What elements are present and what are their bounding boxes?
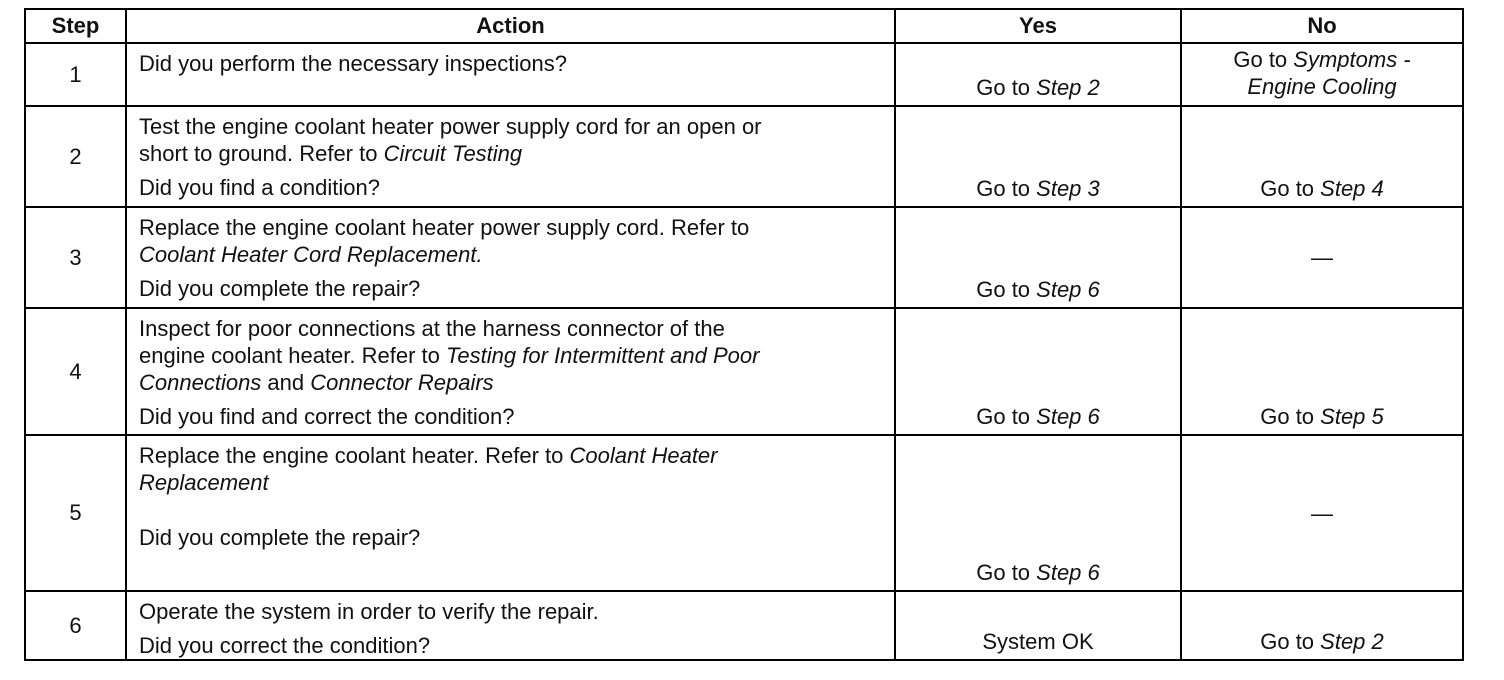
header-row [25,9,1463,43]
no-reference-link-cont: Engine Cooling [1247,74,1397,99]
action-text: Replace the engine coolant heater power supply cord. Refer to [139,215,750,240]
action-cell [126,308,895,435]
no-step-link: Step 5 [1320,404,1384,429]
no-step-link: Step 4 [1320,176,1384,201]
action-reference: Connections [139,370,262,395]
yes-prefix: Go to [976,176,1037,201]
no-cell [1181,591,1463,660]
yes-prefix: Go to [976,560,1037,585]
action-question: Did you complete the repair? [139,525,421,550]
no-cell [1181,43,1463,106]
action-text: short to ground. Refer to [139,141,384,166]
yes-cell [895,435,1181,591]
no-cell [1181,207,1463,308]
yes-step-link: Step 6 [1036,560,1100,585]
action-reference: Circuit Testing [383,141,523,166]
action-reference: Coolant Heater [569,443,718,468]
yes-cell [895,207,1181,308]
yes-step-link: Step 2 [1036,75,1100,100]
header-no: No [1181,9,1463,43]
action-text: Did you perform the necessary inspections? [139,51,567,76]
yes-cell [895,591,1181,660]
table-row [25,106,1463,207]
no-prefix: Go to [1260,629,1321,654]
step-number: 2 [25,106,126,207]
action-question: Did you find and correct the condition? [139,404,515,429]
yes-prefix: Go to [976,404,1037,429]
action-cell [126,435,895,591]
table-row [25,591,1463,660]
action-reference: Connector Repairs [310,370,494,395]
action-text: Test the engine coolant heater power supply cord for an open or [139,114,762,139]
action-text: engine coolant heater. Refer to [139,343,446,368]
action-reference: Testing for Intermittent and Poor [446,343,760,368]
action-text: Operate the system in order to verify the repair. [139,599,599,624]
no-dash: — [1311,500,1333,526]
action-cell [126,106,895,207]
step-number: 6 [25,591,126,660]
no-dash: — [1311,245,1333,270]
header-action: Action [126,9,895,43]
step-number: 3 [25,207,126,308]
no-cell [1181,435,1463,591]
table-row [25,207,1463,308]
no-prefix: Go to [1260,404,1321,429]
yes-cell [895,308,1181,435]
action-reference: Coolant Heater Cord Replacement. [139,242,483,267]
action-question: Did you correct the condition? [139,633,431,658]
yes-prefix: Go to [976,277,1037,302]
step-number: 4 [25,308,126,435]
no-step-link: Step 2 [1320,629,1384,654]
action-reference: Replacement [139,470,269,495]
diagnostic-table [24,8,1464,661]
no-cell [1181,106,1463,207]
action-text: Replace the engine coolant heater. Refer to [139,443,570,468]
yes-step-link: Step 6 [1036,404,1100,429]
table-row [25,435,1463,591]
no-cell [1181,308,1463,435]
action-cell [126,207,895,308]
yes-step-link: Step 6 [1036,277,1100,302]
yes-cell [895,43,1181,106]
table-row [25,308,1463,435]
yes-step-link: Step 3 [1036,176,1100,201]
yes-cell [895,106,1181,207]
no-prefix: Go to [1233,47,1294,72]
action-question: Did you complete the repair? [139,276,421,301]
action-text: Inspect for poor connections at the harness connector of the [139,316,725,341]
yes-text: System OK [982,629,1094,654]
action-cell [126,591,895,660]
action-text: and [261,370,311,395]
table-row [25,43,1463,106]
step-number: 1 [25,43,126,106]
header-yes: Yes [895,9,1181,43]
no-prefix: Go to [1260,176,1321,201]
action-question: Did you find a condition? [139,175,380,200]
header-step: Step [25,9,126,43]
no-reference-link: Symptoms - [1293,47,1411,72]
step-number: 5 [25,435,126,591]
yes-prefix: Go to [976,75,1037,100]
action-cell [126,43,895,106]
